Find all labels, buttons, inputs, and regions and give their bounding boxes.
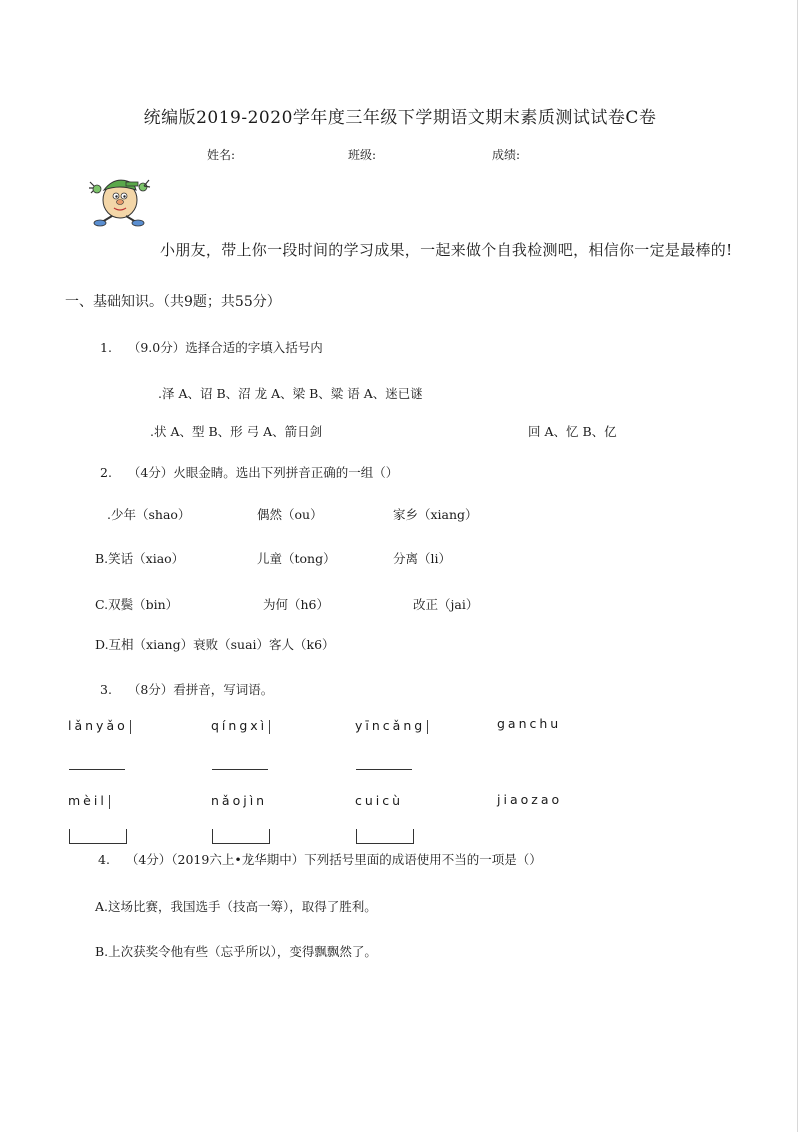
question-2-option-a-1: .少年（shao） xyxy=(107,507,191,522)
question-2-option-a-3: 家乡（xiang） xyxy=(393,507,478,522)
pinyin-1: lǎnyǎo xyxy=(68,718,131,734)
section-heading: 一、基础知识。（共9题；共55分） xyxy=(65,294,281,310)
answer-box-7[interactable] xyxy=(356,829,414,844)
question-2-option-d: D.互相（xiang）衰败（suai）客人（k6） xyxy=(95,637,335,652)
question-2-option-c-2: 为何（h6） xyxy=(263,597,330,612)
pinyin-5: mèil xyxy=(68,793,110,809)
question-1-line-2a: .状 A、型 B、形 弓 A、箭日剑 xyxy=(150,424,323,439)
score-label: 成绩: xyxy=(492,148,521,162)
answer-box-5[interactable] xyxy=(69,829,127,844)
pinyin-4: ganchu xyxy=(497,716,562,731)
pinyin-8: jiaozao xyxy=(497,792,563,807)
question-2-option-c-1: C.双鬓（bin） xyxy=(95,597,179,612)
pinyin-3: yīncǎng xyxy=(355,718,428,734)
question-1-line-2b: 回 A、忆 B、亿 xyxy=(528,424,617,439)
page-title: 统编版2019-2020学年度三年级下学期语文期末素质测试试卷C卷 xyxy=(143,108,657,128)
answer-box-3[interactable] xyxy=(356,769,412,770)
page-edge xyxy=(797,0,798,1132)
cartoon-boy-icon xyxy=(86,170,152,228)
question-4-option-a: A.这场比赛，我国选手（技高一筹），取得了胜利。 xyxy=(95,899,377,914)
question-4-option-b: B.上次获奖令他有些（忘乎所以），变得飘飘然了。 xyxy=(95,944,377,959)
question-2-option-c-3: 改正（jai） xyxy=(413,597,479,612)
pinyin-7: cuicù xyxy=(355,793,404,808)
name-label: 姓名: xyxy=(207,148,236,162)
pinyin-2: qíngxì xyxy=(211,718,270,734)
question-3-stem: 3. （8分）看拼音，写词语。 xyxy=(100,682,274,697)
pinyin-6: nǎojìn xyxy=(211,793,268,808)
question-1-stem: 1. （9.0分）选择合适的字填入括号内 xyxy=(100,340,323,355)
question-2-option-a-2: 偶然（ou） xyxy=(257,507,323,522)
answer-box-2[interactable] xyxy=(212,769,268,770)
question-2-option-b-2: 儿童（tong） xyxy=(257,551,336,566)
question-2-option-b-3: 分离（li） xyxy=(393,551,451,566)
class-label: 班级: xyxy=(348,148,377,162)
question-2-option-b-1: B.笑话（xiao） xyxy=(95,551,185,566)
greeting-text: 小朋友，带上你一段时间的学习成果，一起来做个自我检测吧，相信你一定是最棒的! xyxy=(160,241,733,259)
question-2-stem: 2. （4分）火眼金睛。选出下列拼音正确的一组（） xyxy=(100,465,399,480)
question-4-stem: 4. （4分）（2019六上•龙华期中）下列括号里面的成语使用不当的一项是（） xyxy=(98,852,542,867)
answer-box-1[interactable] xyxy=(69,769,125,770)
answer-box-6[interactable] xyxy=(212,829,270,844)
question-1-line-1: .泽 A、诏 B、沼 龙 A、梁 B、粱 语 A、迷已谜 xyxy=(158,386,423,401)
